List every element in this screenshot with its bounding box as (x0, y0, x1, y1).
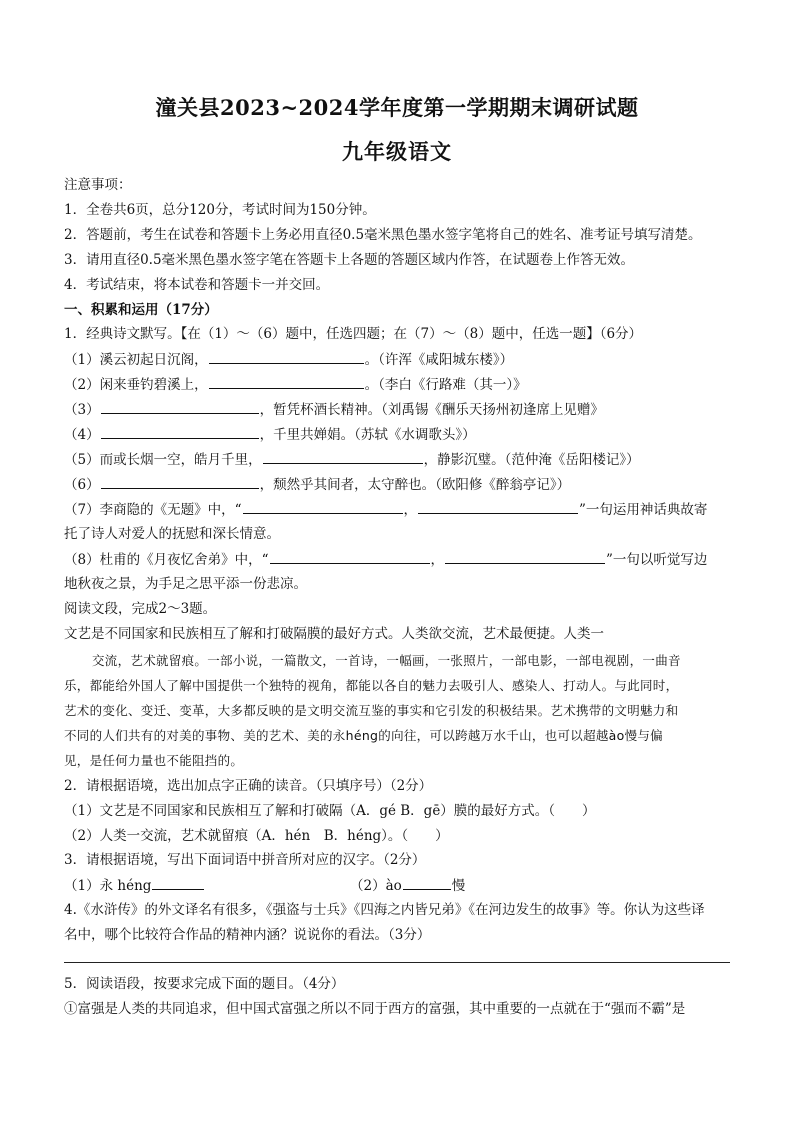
passage-line-1: 文艺是不同国家和民族相互了解和打破隔膜的最好方式。人类欲交流，艺术最便捷。人类一 (64, 626, 604, 642)
answer-blank[interactable] (209, 350, 364, 364)
answer-blank[interactable] (209, 375, 364, 389)
q1-item-6-source: ，颓然乎其间者，太守醉也。（欧阳修《醉翁亭记》） (259, 477, 571, 493)
q3-stem: 3．请根据语境，写出下面词语中拼音所对应的汉字。（2分） (64, 852, 426, 868)
q1-item-8-comma: ， (430, 552, 444, 568)
exam-subtitle: 九年级语文 (342, 139, 452, 164)
q1-item-7-line2: 托了诗人对爱人的抚慰和深长情意。 (64, 526, 280, 542)
answer-blank[interactable] (101, 400, 259, 414)
q4-line-2: 名中，哪个比较符合作品的精神内涵？说说你的看法。（3分） (64, 927, 431, 943)
q1-item-6-text: （6） (64, 477, 100, 493)
q1-item-7 (64, 500, 707, 519)
q1-item-3-text: （3） (64, 402, 100, 418)
q1-item-2-text: （2）闲来垂钓碧溪上， (64, 377, 208, 393)
passage-line-5: 不同的人们共有的对美的事物、美的艺术、美的永héng的向往，可以跨越万水千山，也可以超越ào慢与偏 (64, 728, 663, 743)
q1-item-1 (64, 350, 513, 369)
answer-blank[interactable] (263, 450, 423, 464)
q3-item-2-text: （2）ào (350, 878, 402, 894)
q1-item-5-source: ，静影沉璧。（范仲淹《岳阳楼记》） (423, 452, 640, 468)
q1-item-4-source: ，千里共婵娟。（苏轼《水调歌头》） (259, 427, 476, 443)
q1-stem: 1．经典诗文默写。【在（1）～（6）题中，任选四题；在（7）～（8）题中，任选一题】（6分） (64, 326, 643, 342)
reading-intro: 阅读文段，完成2～3题。 (64, 601, 217, 617)
q1-item-6 (64, 475, 570, 494)
notice-item-3: 3．请用直径0.5毫米黑色墨水签字笔在答题卡上各题的答题区域内作答，在试题卷上作答无效。 (64, 252, 635, 268)
q1-item-7-text: （7）李商隐的《无题》中，“ (64, 502, 242, 518)
answer-blank[interactable] (270, 550, 430, 564)
q5-line-1: ①富强是人类的共同追求，但中国式富强之所以不同于西方的富强，其中重要的一点就在于“强而不霸”是 (64, 1001, 686, 1017)
notice-item-1: 1．全卷共6页，总分120分，考试时间为150分钟。 (64, 202, 376, 218)
notice-item-4: 4．考试结束，将本试卷和答题卡一并交回。 (64, 277, 330, 293)
q1-item-4 (64, 425, 476, 444)
q1-item-7-tail: ”一句运用神话典故寄 (579, 502, 708, 518)
q1-item-1-text: （1）溪云初起日沉阁， (64, 352, 208, 368)
q1-item-2 (64, 375, 527, 394)
passage-line-6: 见，是任何力量也不能阻挡的。 (64, 753, 244, 768)
answer-blank[interactable] (101, 475, 259, 489)
exam-title: 潼关县2023~2024学年度第一学期期末调研试题 (155, 95, 639, 120)
passage-line-4: 艺术的变化、变迁、变革，大多都反映的是文明交流互鉴的事实和它引发的积极结果。艺术携带的文明魅力和 (64, 703, 679, 718)
q1-item-3 (64, 400, 604, 419)
q1-item-7-comma: ， (403, 502, 417, 518)
answer-blank[interactable] (101, 425, 259, 439)
answer-blank[interactable] (243, 500, 403, 514)
q3-item-1-text: （1）永 héng (64, 878, 152, 894)
notice-heading: 注意事项： (64, 177, 132, 193)
answer-blank[interactable] (445, 550, 605, 564)
q3-item-2 (350, 876, 465, 895)
answer-blank[interactable] (403, 876, 451, 890)
answer-blank[interactable] (418, 500, 578, 514)
q2-stem: 2．请根据语境，选出加点字正确的读音。（只填序号）（2分） (64, 778, 433, 794)
notice-item-2: 2．答题前，考生在试卷和答题卡上务必用直径0.5毫米黑色墨水签字笔将自己的姓名、准考证号填写清楚。 (64, 227, 702, 243)
q1-item-8 (64, 550, 707, 569)
q2-item-1: （1）文艺是不同国家和民族相互了解和打破隔（A．gé B．gē）膜的最好方式。（ ） (64, 803, 596, 819)
q5-stem: 5．阅读语段，按要求完成下面的题目。（4分） (64, 976, 345, 992)
q1-item-8-text: （8）杜甫的《月夜忆舍弟》中，“ (64, 552, 269, 568)
answer-blank[interactable] (152, 876, 204, 890)
q3-item-2-tail: 慢 (451, 878, 466, 894)
q1-item-1-source: 。（许浑《咸阳城东楼》） (364, 352, 514, 368)
section-heading: 一、积累和运用（17分） (64, 302, 218, 318)
q1-item-2-source: 。（李白《行路难（其一）》 (364, 377, 527, 393)
q1-item-4-text: （4） (64, 427, 100, 443)
answer-line[interactable] (64, 962, 730, 963)
q1-item-3-source: ，暂凭杯酒长精神。（刘禹锡《酬乐天扬州初逢席上见赠》 (259, 402, 604, 418)
q1-item-5 (64, 450, 640, 469)
q2-item-2: （2）人类一交流，艺术就留痕（A．hén B．héng）。（ ） (64, 828, 449, 844)
q1-item-8-tail: ”一句以听觉写边 (606, 552, 708, 568)
q4-line-1: 4.《水浒传》的外文译名有很多，《强盗与士兵》《四海之内皆兄弟》《在河边发生的故事》等。你认为这些译 (64, 902, 705, 918)
q3-item-1 (64, 876, 205, 895)
passage-line-2: 交流，艺术就留痕。一部小说，一篇散文，一首诗，一幅画，一张照片，一部电影，一部电视剧，一曲音 (92, 653, 681, 668)
q1-item-8-line2: 地秋夜之景，为手足之思平添一份悲凉。 (64, 576, 307, 592)
q1-item-5-text: （5）而或长烟一空，皓月千里， (64, 452, 262, 468)
passage-line-3: 乐，都能给外国人了解中国提供一个独特的视角，都能以各自的魅力去吸引人、感染人、打动人。与此同时， (64, 678, 679, 693)
